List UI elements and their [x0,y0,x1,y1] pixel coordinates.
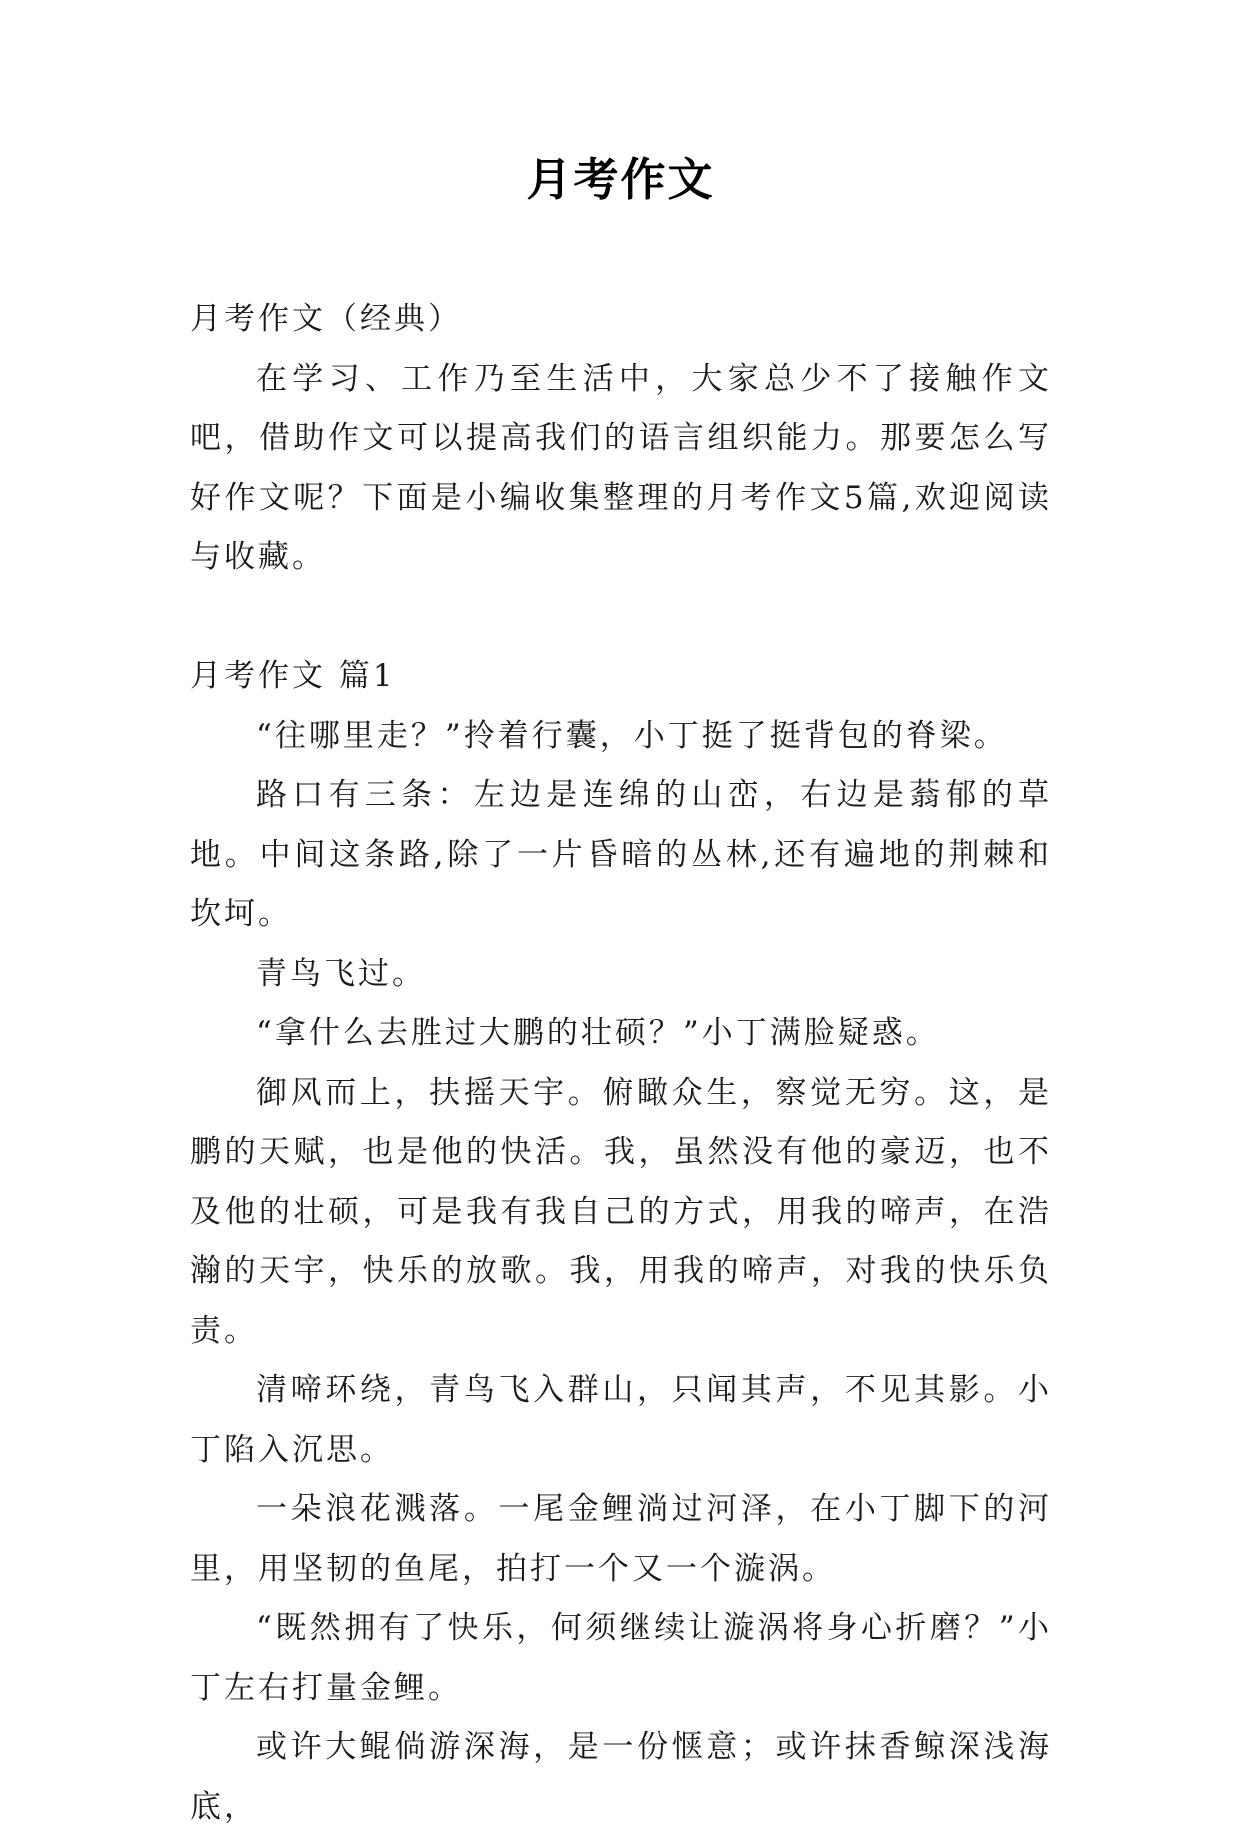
body-paragraph: “往哪里走？”拎着行囊，小丁挺了挺背包的脊梁。 [256,717,1008,754]
section-spacer [190,588,1052,648]
body-paragraph: “拿什么去胜过大鹏的壮硕？”小丁满脸疑惑。 [256,1015,940,1051]
body-paragraph: 青鸟飞过。 [256,955,426,992]
body-paragraph: 或许大鲲倘游深海，是一份惬意；或许抹香鲸深浅海底， [190,1729,1052,1825]
document-title: 月考作文 [526,153,715,206]
intro-heading: 月考作文（经典） [190,301,462,337]
body-paragraph: 路口有三条：左边是连绵的山峦，右边是蓊郁的草地。中间这条路,除了一片昏暗的丛林,还有遍地的荆棘和坎坷。 [190,777,1052,932]
body-paragraph: 清啼环绕，青鸟飞入群山，只闻其声，不见其影。小丁陷入沉思。 [190,1372,1052,1468]
intro-paragraph: 在学习、工作乃至生活中，大家总少不了接触作文吧，借助作文可以提高我们的语言组织能力。那要怎么写好作文呢？下面是小编收集整理的月考作文5篇,欢迎阅读与收藏。 [190,360,1052,575]
body-paragraph: “既然拥有了快乐，何须继续让漩涡将身心折磨？”小丁左右打量金鲤。 [190,1610,1052,1706]
body-paragraph: 一朵浪花溅落。一尾金鲤淌过河泽，在小丁脚下的河里，用坚韧的鱼尾，拍打一个又一个漩涡。 [190,1491,1052,1587]
body-paragraph: 御风而上，扶摇天宇。俯瞰众生，察觉无穷。这，是鹏的天赋，也是他的快活。我，虽然没有他的豪迈，也不及他的壮硕，可是我有我自己的方式，用我的啼声，在浩瀚的天宇，快乐的放歌。我，用我的啼声，对我的快乐负责。 [190,1074,1052,1349]
section-heading: 月考作文 篇1 [190,658,396,694]
document-body [190,290,1052,1837]
